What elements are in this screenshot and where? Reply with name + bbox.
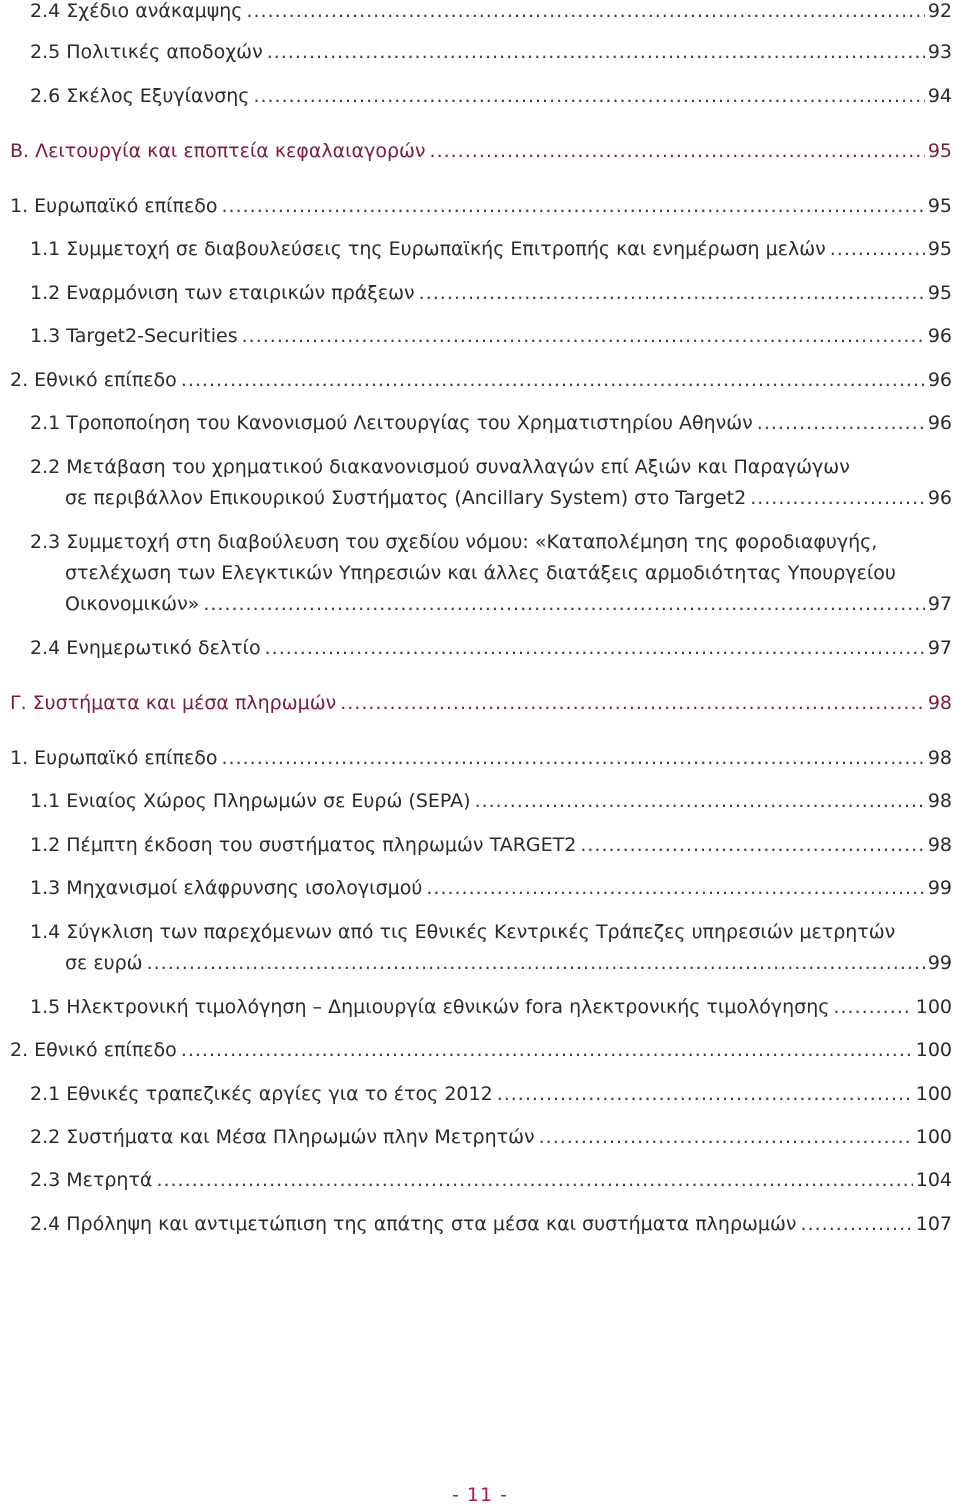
toc-entry[interactable]: [30, 1165, 952, 1196]
toc-page-number: 95: [927, 140, 952, 162]
toc-leader-dots: [750, 483, 925, 514]
toc-leader-dots: [156, 1165, 912, 1196]
toc-leader-dots: [253, 81, 924, 112]
toc-leader-dots: [801, 1209, 913, 1240]
toc-entry-title: 2. Εθνικό επίπεδο: [10, 369, 177, 391]
toc-page-number: 98: [927, 692, 952, 714]
toc-entry-title: 2.2 Συστήματα και Μέσα Πληρωμών πλην Μετρητών: [30, 1126, 535, 1148]
toc-leader-dots: [475, 786, 925, 817]
toc-page-number: 100: [915, 996, 952, 1018]
toc-entry[interactable]: [30, 408, 952, 439]
toc-entry[interactable]: [30, 786, 952, 817]
toc-entry[interactable]: [30, 0, 952, 27]
toc-entry-title: Γ. Συστήματα και μέσα πληρωμών: [10, 692, 337, 714]
toc-entry-title: 2. Εθνικό επίπεδο: [10, 1039, 177, 1061]
toc-entry[interactable]: [30, 992, 952, 1023]
toc-entry-title: 2.3 Συμμετοχή στη διαβούλευση του σχεδίου νόμου: «Καταπολέμηση της φοροδιαφυγής,: [30, 531, 878, 553]
toc-page-number: 94: [927, 85, 952, 107]
toc-page-number: 99: [927, 877, 952, 899]
toc-entry-title: 1. Ευρωπαϊκό επίπεδο: [10, 195, 218, 217]
toc-leader-dots: [419, 278, 925, 309]
toc-entry[interactable]: [10, 1035, 952, 1066]
toc-leader-dots: [181, 365, 925, 396]
toc-entry-title: 2.6 Σκέλος Εξυγίανσης: [30, 85, 250, 107]
toc-page-number: 96: [927, 487, 952, 509]
toc-entry-title: 1.2 Πέμπτη έκδοση του συστήματος πληρωμών TARGET2: [30, 834, 577, 856]
toc-leader-dots: [426, 873, 924, 904]
toc-entry[interactable]: [10, 365, 952, 396]
toc-entry[interactable]: [30, 830, 952, 861]
toc-page-number: 96: [927, 369, 952, 391]
toc-entry[interactable]: [30, 321, 952, 352]
toc-leader-dots: [203, 589, 925, 620]
toc-page-number: 107: [915, 1213, 952, 1235]
toc-page-number: 97: [927, 593, 952, 615]
toc-page-number: 98: [927, 790, 952, 812]
toc-page-number: 98: [927, 834, 952, 856]
toc-entry[interactable]: [30, 873, 952, 904]
toc-entry-title: Β. Λειτουργία και εποπτεία κεφαλαιαγορών: [10, 140, 426, 162]
toc-entry[interactable]: [30, 37, 952, 68]
toc-leader-dots: [497, 1079, 913, 1110]
toc-entry-title: 1.3 Target2-Securities: [30, 325, 238, 347]
toc-entry[interactable]: [30, 1209, 952, 1240]
toc-page-number: 93: [927, 41, 952, 63]
toc-leader-dots: [580, 830, 924, 861]
toc-page-number: 96: [927, 412, 952, 434]
toc-leader-dots: [246, 0, 924, 27]
toc-page-number: 95: [927, 238, 952, 260]
toc-leader-dots: [222, 191, 925, 222]
toc-leader-dots: [430, 136, 925, 167]
toc-page-number: 97: [927, 637, 952, 659]
toc-leader-dots: [267, 37, 925, 68]
toc-entry-title: 1.3 Μηχανισμοί ελάφρυνσης ισολογισμού: [30, 877, 423, 899]
toc-entry[interactable]: [30, 81, 952, 112]
toc-entry-title: 2.5 Πολιτικές αποδοχών: [30, 41, 263, 63]
toc-page-number: 96: [927, 325, 952, 347]
toc-leader-dots: [830, 234, 925, 265]
toc-entry-title: 2.3 Μετρητά: [30, 1169, 153, 1191]
toc-entry-title: 1.1 Συμμετοχή σε διαβουλεύσεις της Ευρωπαϊκής Επιτροπής και ενημέρωση μελών: [30, 238, 826, 260]
toc-leader-dots: [340, 688, 925, 719]
toc-entry-title: 1.4 Σύγκλιση των παρεχόμενων από τις Εθνικές Κεντρικές Τράπεζες υπηρεσιών μετρητών: [30, 921, 896, 943]
toc-page-number: 100: [915, 1039, 952, 1061]
toc-entry[interactable]: [30, 452, 952, 514]
toc-entry-title-continued: στελέχωση των Ελεγκτικών Υπηρεσιών και άλλες διατάξεις αρμοδιότητας Υπουργείου: [65, 562, 896, 584]
toc-page-number: 104: [915, 1169, 952, 1191]
toc-entry[interactable]: [30, 234, 952, 265]
toc-entry[interactable]: [30, 1079, 952, 1110]
toc-entry[interactable]: [30, 527, 952, 620]
toc-entry-title: 2.2 Μετάβαση του χρηματικού διακανονισμού συναλλαγών επί Αξιών και Παραγώγων: [30, 456, 850, 478]
toc-entry[interactable]: [30, 278, 952, 309]
toc-entry[interactable]: [10, 743, 952, 774]
toc-entry[interactable]: [30, 1122, 952, 1153]
toc-section-heading[interactable]: [10, 136, 952, 167]
toc-page-number: 95: [927, 282, 952, 304]
toc-leader-dots: [147, 948, 925, 979]
toc-entry-title: 2.1 Τροποποίηση του Κανονισμού Λειτουργίας του Χρηματιστηρίου Αθηνών: [30, 412, 753, 434]
toc-leader-dots: [222, 743, 925, 774]
toc-entry-title-continued: Οικονομικών»: [65, 593, 200, 615]
toc-entry-title: 1.2 Εναρμόνιση των εταιρικών πράξεων: [30, 282, 415, 304]
toc-entry-title: 1.1 Ενιαίος Χώρος Πληρωμών σε Ευρώ (SEPA): [30, 790, 471, 812]
toc-leader-dots: [833, 992, 912, 1023]
toc-entry-title-continued: σε περιβάλλον Επικουρικού Συστήματος (Ancillary System) στο Target2: [65, 487, 747, 509]
toc-leader-dots: [265, 633, 925, 664]
toc-page-number: 100: [915, 1083, 952, 1105]
toc-page-number: 98: [927, 747, 952, 769]
toc-entry-title: 2.4 Σχέδιο ανάκαμψης: [30, 0, 243, 22]
toc-leader-dots: [242, 321, 925, 352]
toc-leader-dots: [539, 1122, 913, 1153]
toc-leader-dots: [181, 1035, 913, 1066]
toc-entry[interactable]: [10, 191, 952, 222]
toc-entry[interactable]: [30, 633, 952, 664]
toc-entry-title: 2.4 Ενημερωτικό δελτίο: [30, 637, 261, 659]
toc-entry-title: 1.5 Ηλεκτρονική τιμολόγηση – Δημιουργία εθνικών fora ηλεκτρονικής τιμολόγησης: [30, 996, 830, 1018]
page-number-footer: - 11 -: [452, 1484, 508, 1506]
toc-page-number: 100: [915, 1126, 952, 1148]
toc-section-heading[interactable]: [10, 688, 952, 719]
toc-page-number: 99: [927, 952, 952, 974]
toc-leader-dots: [757, 408, 925, 439]
toc-entry-title: 2.4 Πρόληψη και αντιμετώπιση της απάτης στα μέσα και συστήματα πληρωμών: [30, 1213, 797, 1235]
toc-entry-title-continued: σε ευρώ: [65, 952, 143, 974]
toc-entry[interactable]: [30, 917, 952, 979]
toc-page-number: 92: [927, 0, 952, 22]
toc-entry-title: 2.1 Εθνικές τραπεζικές αργίες για το έτος 2012: [30, 1083, 493, 1105]
toc-page-number: 95: [927, 195, 952, 217]
toc-entry-title: 1. Ευρωπαϊκό επίπεδο: [10, 747, 218, 769]
